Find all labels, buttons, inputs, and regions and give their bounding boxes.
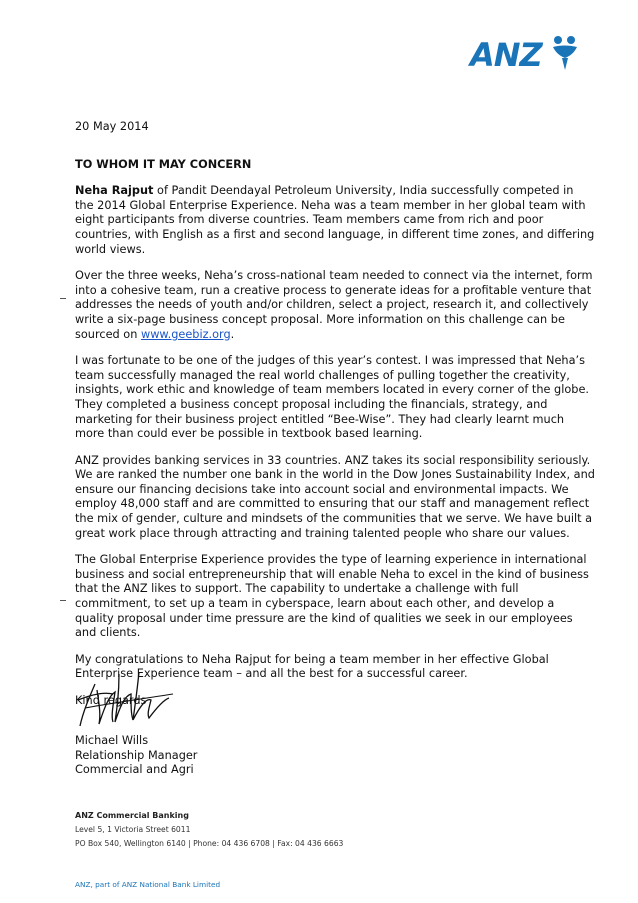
signer-title: Relationship Manager bbox=[75, 748, 198, 762]
footer bbox=[75, 810, 343, 849]
footer-legal: ANZ, part of ANZ National Bank Limited bbox=[75, 880, 221, 889]
signer-name: Michael Wills bbox=[75, 734, 149, 747]
closing: Kind regards bbox=[75, 694, 147, 707]
paragraph-4: ANZ provides banking services in 33 countries. ANZ takes its social responsibility seriously. We are ranked the number one bank in the world in the Dow Jones Sustainability Index, and ensure our financing decisions take into account social and environmental impacts. We employ 48,000 staff and are committed to ensuring that our staff and management reflect the mix of gender, culture and mindsets of the communities that we serve. We have built a great work place through attracting and training talented people who share our values. bbox=[75, 453, 595, 540]
paragraph-5: The Global Enterprise Experience provides the type of learning experience in international business and social entrepreneurship that will enable Neha to excel in the kind of business that the ANZ likes to support. The capability to undertake a challenge with full commitment, to set up a team in cyberspace, learn about each other, and develop a quality proposal under time pressure are the kind of qualities we seek in our employees and clients. bbox=[75, 553, 589, 640]
footer-department: ANZ Commercial Banking bbox=[75, 811, 189, 820]
paragraph-2-text: Over the three weeks, Neha’s cross-national team needed to connect via the internet, form into a cohesive team, run a creative process to generate ideas for a profitable venture that addresses the needs of youth and/or children, select a project, research it, and collectively write a six-page business concept proposal. More information on this challenge can be sourced on bbox=[75, 269, 593, 341]
anz-logo bbox=[470, 34, 582, 76]
fold-mark-top bbox=[60, 298, 66, 299]
paragraph-1 bbox=[75, 184, 595, 257]
fold-mark-bottom bbox=[60, 600, 66, 601]
paragraph-2-end: . bbox=[230, 327, 235, 341]
signer-block bbox=[75, 734, 197, 778]
handwritten-signature bbox=[75, 664, 185, 732]
paragraph-2 bbox=[75, 269, 595, 342]
paragraph-1-text: of Pandit Deendayal Petroleum University, India successfully competed in the 2014 Global Enterprise Experience. Neha was a team member in her global team with eight participants from diverse countries. Team members came from rich and poor countries, with English as a first and second language, in different time zones, and differing world views. bbox=[75, 184, 595, 256]
geebiz-link[interactable]: www.geebiz.org bbox=[140, 327, 231, 341]
footer-address: Level 5, 1 Victoria Street 6011 bbox=[75, 825, 191, 834]
anz-figures-icon bbox=[550, 34, 580, 74]
letter-date: 20 May 2014 bbox=[75, 120, 149, 133]
footer-contact: PO Box 540, Wellington 6140 | Phone: 04 436 6708 | Fax: 04 436 6663 bbox=[75, 839, 344, 848]
letter-heading: TO WHOM IT MAY CONCERN bbox=[75, 157, 252, 171]
paragraph-6: My congratulations to Neha Rajput for being a team member in her effective Global Enterprise Experience team – and all the best for a successful career. bbox=[75, 652, 549, 681]
paragraph-3: I was fortunate to be one of the judges of this year’s contest. I was impressed that Neha’s team successfully managed the real world challenges of pulling together the creativity, insights, work ethic and knowledge of team members located in every corner of the globe. They completed a business concept proposal including the financials, strategy, and marketing for their business project entitled “Bee-Wise”. They had clearly learnt much more than could ever be possible in textbook based learning. bbox=[75, 354, 589, 441]
anz-logo-text: ANZ bbox=[470, 36, 542, 74]
letter-body bbox=[75, 120, 595, 709]
signer-unit: Commercial and Agri bbox=[75, 763, 194, 777]
candidate-name: Neha Rajput bbox=[75, 184, 154, 198]
